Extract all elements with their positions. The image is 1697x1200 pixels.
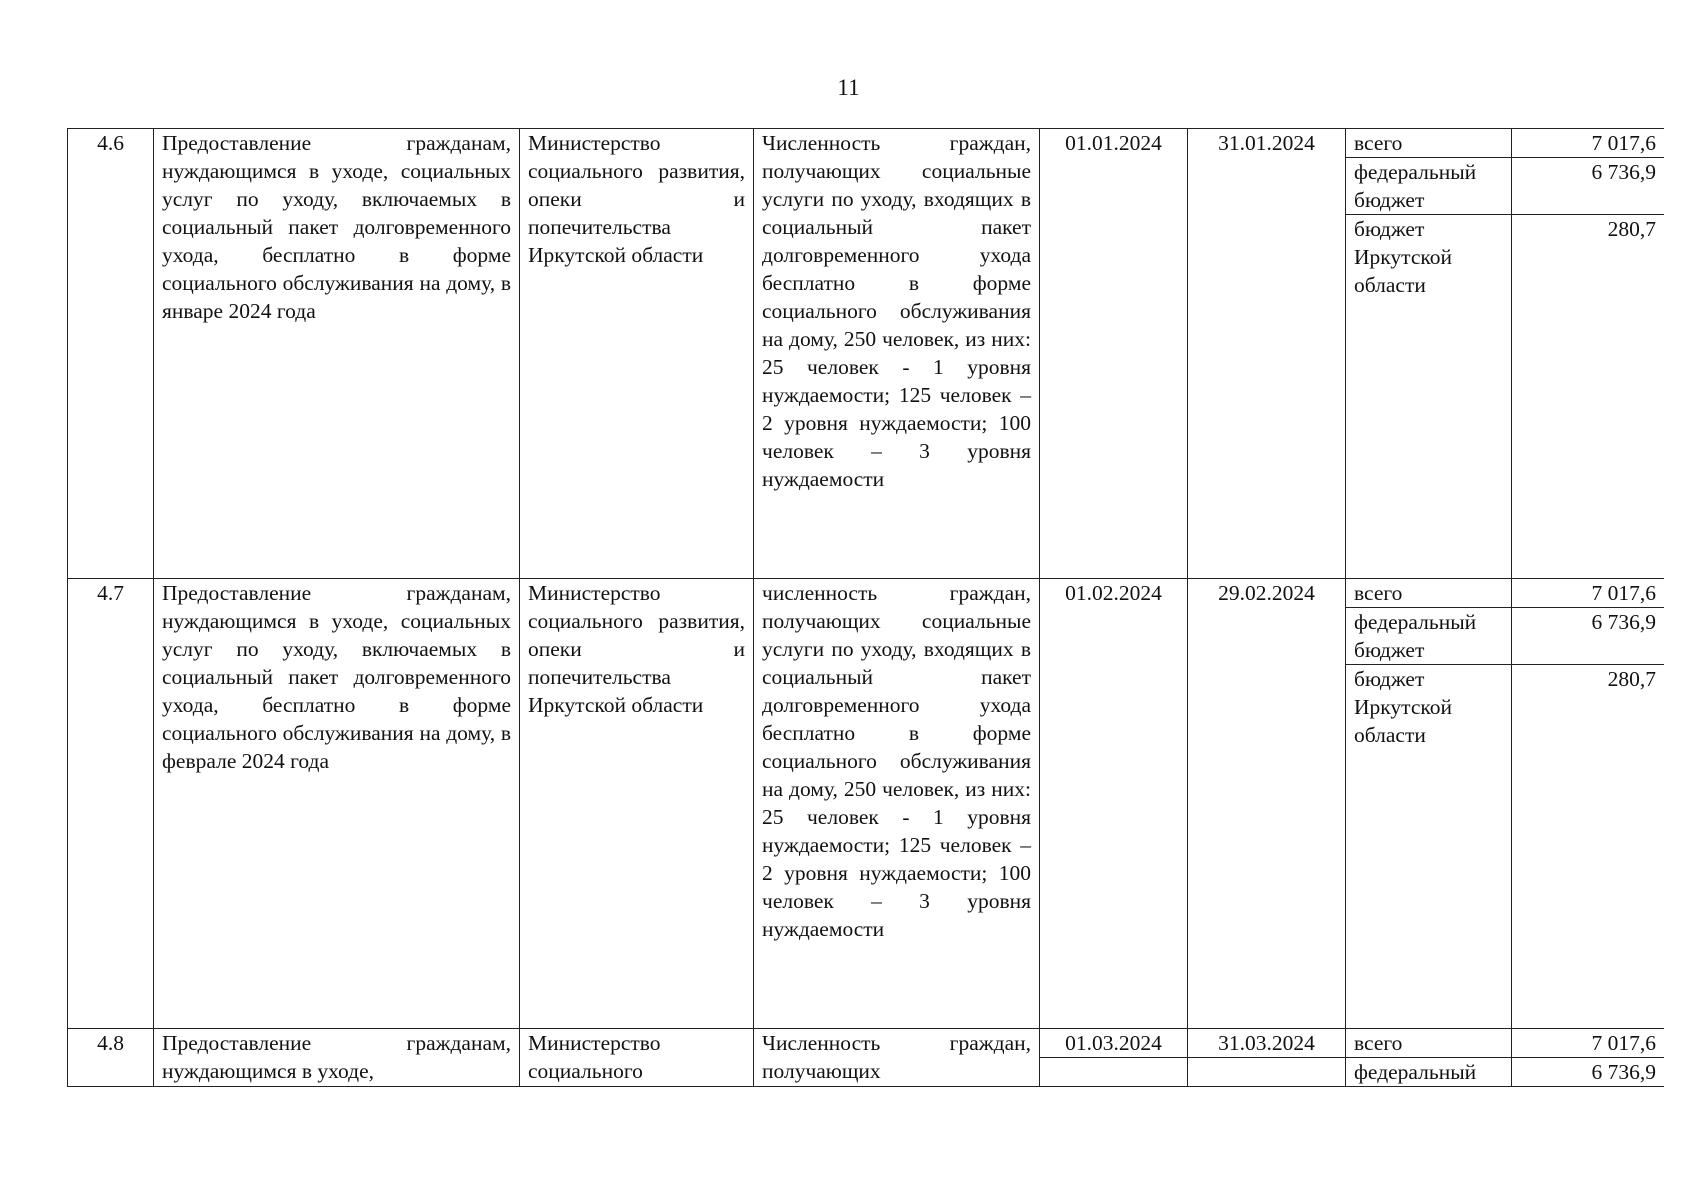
start-date: 01.01.2024: [1040, 129, 1188, 579]
funding-amount: 280,7: [1512, 215, 1665, 579]
funding-amount: 6 736,9: [1512, 1058, 1665, 1087]
table-row: [68, 129, 1665, 158]
end-date: 31.01.2024: [1188, 129, 1346, 579]
measure-description: Предоставление гражданам, нуждающимся в уходе, социальных услуг по уходу, включаемых в социальный пакет долговременного ухода, бесплатно в форме социального обслуживания на дому, в январе 2024 года: [154, 129, 520, 579]
funding-amount: 7 017,6: [1512, 1029, 1665, 1058]
row-number: 4.8: [68, 1029, 154, 1087]
page-number: 11: [837, 75, 860, 100]
funding-amount: 6 736,9: [1512, 608, 1665, 665]
end-date: 31.03.2024: [1188, 1029, 1346, 1058]
indicator-text: численность граждан, получающих социальные услуги по уходу, входящих в социальный пакет долговременного ухода бесплатно в форме социального обслуживания на дому, 250 человек, из них: 25 человек - 1 уровня нуждаемости; 125 человек – 2 уровня нуждаемости; 100 человек – 3 уровня нуждаемости: [754, 579, 1040, 1029]
end-date-empty: [1188, 1058, 1346, 1087]
responsible-executor: Министерство социального развития, опеки и попечительства Иркутской области: [520, 129, 754, 579]
funding-source: федеральный бюджет: [1346, 158, 1512, 215]
funding-amount: 7 017,6: [1512, 129, 1665, 158]
measures-table: [67, 128, 1664, 1087]
measure-description: Предоставление гражданам, нуждающимся в уходе,: [154, 1029, 520, 1087]
funding-amount: 280,7: [1512, 665, 1665, 1029]
indicator-text: Численность граждан, получающих: [754, 1029, 1040, 1087]
responsible-executor: Министерство социального развития, опеки и попечительства Иркутской области: [520, 579, 754, 1029]
indicator-text: Численность граждан, получающих социальные услуги по уходу, входящих в социальный пакет долговременного ухода бесплатно в форме социального обслуживания на дому, 250 человек, из них: 25 человек - 1 уровня нуждаемости; 125 человек – 2 уровня нуждаемости; 100 человек – 3 уровня нуждаемости: [754, 129, 1040, 579]
funding-source: федеральный бюджет: [1346, 608, 1512, 665]
funding-source: всего: [1346, 579, 1512, 608]
funding-amount: 6 736,9: [1512, 158, 1665, 215]
responsible-executor: Министерство социального: [520, 1029, 754, 1087]
funding-source: всего: [1346, 129, 1512, 158]
start-date: 01.02.2024: [1040, 579, 1188, 1029]
row-number: 4.7: [68, 579, 154, 1029]
measure-description: Предоставление гражданам, нуждающимся в уходе, социальных услуг по уходу, включаемых в социальный пакет долговременного ухода, бесплатно в форме социального обслуживания на дому, в феврале 2024 года: [154, 579, 520, 1029]
funding-source: бюджет Иркутской области: [1346, 215, 1512, 579]
table-container: [67, 128, 1664, 1087]
end-date: 29.02.2024: [1188, 579, 1346, 1029]
start-date-empty: [1040, 1058, 1188, 1087]
table-row: [68, 579, 1665, 608]
funding-source: бюджет Иркутской области: [1346, 665, 1512, 1029]
row-number: 4.6: [68, 129, 154, 579]
table-row: [68, 1029, 1665, 1058]
funding-amount: 7 017,6: [1512, 579, 1665, 608]
funding-source: всего: [1346, 1029, 1512, 1058]
start-date: 01.03.2024: [1040, 1029, 1188, 1058]
funding-source: федеральный: [1346, 1058, 1512, 1087]
